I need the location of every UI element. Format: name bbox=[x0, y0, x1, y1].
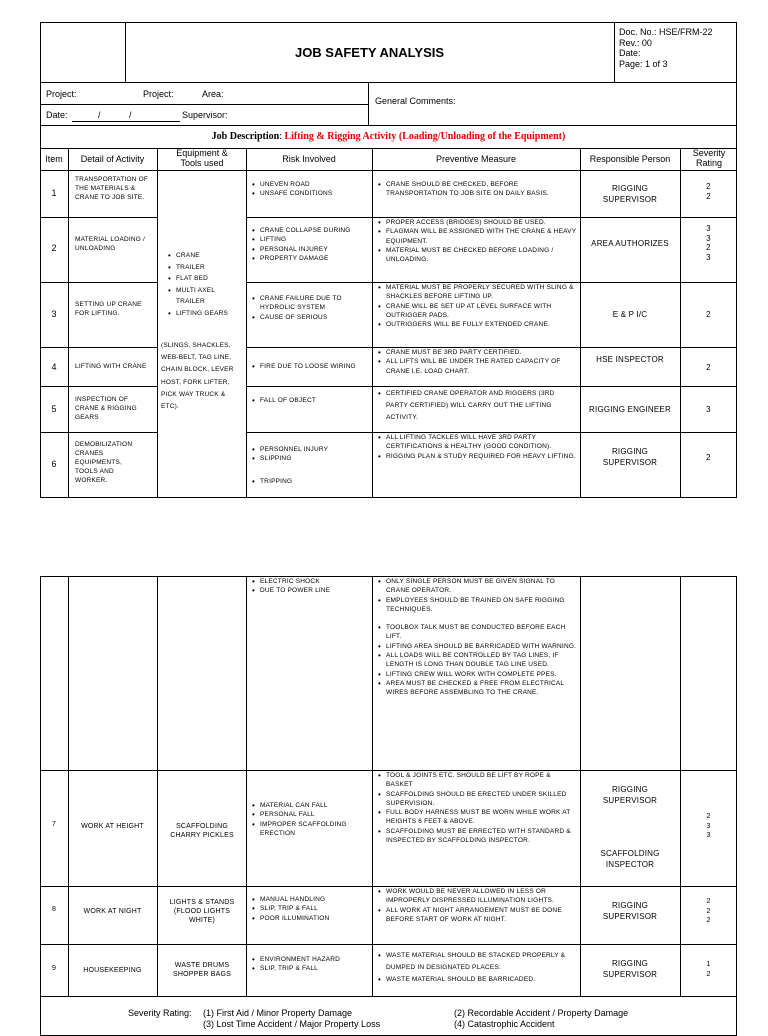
measure-item: • WASTE MATERIAL SHOULD BE BARRICADED. bbox=[376, 974, 578, 986]
row-detail: SETTING UP CRANE FOR LIFTING. bbox=[75, 301, 142, 317]
col-line-1 bbox=[68, 148, 69, 498]
row-severity: 2 2 2 bbox=[706, 898, 711, 924]
risk-item: • ELECTRIC SHOCK bbox=[250, 577, 370, 586]
p2-row-line-3 bbox=[40, 944, 737, 945]
row4-line-a bbox=[40, 386, 157, 387]
row-severity: 3 bbox=[706, 405, 711, 414]
row-item: 3 bbox=[51, 309, 57, 319]
row5-line-a bbox=[40, 432, 157, 433]
risk-item: • DUE TO POWER LINE bbox=[250, 586, 370, 595]
risk-item: • IMPROPER SCAFFOLDING ERECTION bbox=[250, 820, 370, 839]
row-risks bbox=[250, 801, 370, 838]
row-detail: TRANSPORTATION OF THE MATERIALS & CRANE TO JOB SITE. bbox=[75, 176, 149, 201]
page-title: JOB SAFETY ANALYSIS bbox=[294, 45, 445, 60]
risk-item: • MATERIAL CAN FALL bbox=[250, 801, 370, 810]
measure-item: • SCAFFOLDING SHOULD BE ERECTED UNDER SKILLED SUPERVISION. bbox=[376, 790, 578, 809]
row-equipment: WASTE DRUMS SHOPPER BAGS bbox=[172, 962, 232, 978]
risk-item: • MANUAL HANDLING bbox=[250, 895, 370, 904]
docinfo-divider bbox=[614, 22, 615, 82]
risk-item: • PROPERTY DAMAGE bbox=[250, 254, 370, 263]
risk-item: • PERSONAL INJUREY bbox=[250, 245, 370, 254]
p2-col-line-3 bbox=[246, 576, 247, 996]
row-measures bbox=[376, 180, 578, 199]
row-measures bbox=[376, 433, 578, 461]
row-responsible: RIGGING SUPERVISOR bbox=[602, 901, 658, 921]
header-severity: Severity Rating bbox=[692, 148, 726, 168]
row2-line-a bbox=[40, 282, 157, 283]
p2-col-line-5 bbox=[580, 576, 581, 996]
p2-col-line-6 bbox=[680, 576, 681, 996]
row-detail: INSPECTION OF CRANE & RIGGING GEARS bbox=[75, 396, 137, 421]
general-comments-label: General Comments: bbox=[375, 96, 456, 106]
row-responsible: HSE INSPECTOR bbox=[596, 355, 664, 364]
risk-item: • ENVIRONMENT HAZARD bbox=[250, 955, 370, 964]
row-risks bbox=[250, 955, 370, 974]
area-label: Area: bbox=[202, 89, 224, 99]
row3-line-a bbox=[40, 347, 157, 348]
row-responsible: RIGGING SUPERVISOR bbox=[602, 184, 658, 204]
header-equipment: Equipment & Tools used bbox=[176, 148, 228, 168]
row-responsible: RIGGING SUPERVISOR bbox=[602, 959, 658, 979]
risk-item: • FALL OF OBJECT bbox=[250, 396, 370, 405]
doc-info bbox=[619, 27, 713, 69]
severity-legend-label: Severity Rating: bbox=[128, 1008, 192, 1018]
risk-item: • POOR ILLUMINATION bbox=[250, 914, 370, 923]
measure-item: • ALL LIFTS WILL BE UNDER THE RATED CAPACITY OF CRANE I.E. LOAD CHART. bbox=[376, 357, 578, 376]
measure-item: • CRANE WILL BE SET UP AT LEVEL SURFACE WITH OUTRIGGER PADS. bbox=[376, 302, 578, 321]
severity-legend-1: (1) First Aid / Minor Property Damage bbox=[203, 1008, 353, 1018]
risk-item: • SLIP, TRIP & FALL bbox=[250, 904, 370, 913]
row-risks bbox=[250, 180, 370, 199]
job-description-colon: : bbox=[279, 131, 285, 142]
row-item: 4 bbox=[51, 362, 57, 372]
risk-item: • UNSAFE CONDITIONS bbox=[250, 189, 370, 198]
measure-item: • TOOLBOX TALK MUST BE CONDUCTED BEFORE EACH LIFT. bbox=[376, 623, 578, 642]
risk-item: • FIRE DUE TO LOOSE WIRING bbox=[250, 362, 370, 371]
measure-item: • EMPLOYEES SHOULD BE TRAINED ON SAFE RIGGING TECHNIQUES. bbox=[376, 596, 578, 615]
date-label: Date: bbox=[46, 110, 68, 120]
severity-legend-4: (4) Catastrophic Accident bbox=[454, 1019, 555, 1029]
row-equipment: SCAFFOLDING CHARRY PICKLES bbox=[170, 823, 234, 839]
row-detail: MATERIAL LOADING / UNLOADING bbox=[75, 236, 146, 252]
measure-item: • MATERIAL MUST BE PROPERLY SECURED WITH SLING & SHACKLES BEFORE LIFTING UP. bbox=[376, 283, 578, 302]
header-detail: Detail of Activity bbox=[80, 154, 145, 164]
measure-item: • FLAGMAN WILL BE ASSIGNED WITH THE CRANE & HEAVY EQUIPMENT. bbox=[376, 227, 578, 246]
col-line-5 bbox=[580, 148, 581, 498]
measure-item: • WORK WOULD BE NEVER ALLOWED IN LESS OR IMPROPERLY DISPRESSED ILLUMINATION LIGHTS. bbox=[376, 887, 578, 906]
severity-legend-2: (2) Recordable Accident / Property Damage bbox=[454, 1008, 629, 1018]
risk-item: • SLIP, TRIP & FALL bbox=[250, 964, 370, 973]
row1-line-a bbox=[40, 217, 157, 218]
row-equipment: LIGHTS & STANDS (FLOOD LIGHTS WHITE) bbox=[169, 899, 235, 924]
measure-item: • ALL WORK AT NIGHT ARRANGEMENT MUST BE DONE BEFORE START OF WORK AT NIGHT. bbox=[376, 906, 578, 925]
row-measures bbox=[376, 950, 578, 986]
row-detail: LIFTING WITH CRANE bbox=[75, 363, 147, 370]
row-item: 1 bbox=[51, 188, 57, 198]
header-preventive: Preventive Measure bbox=[435, 154, 517, 164]
row-item: 9 bbox=[51, 965, 57, 972]
row-risks bbox=[250, 445, 370, 486]
header-item: Item bbox=[45, 154, 63, 164]
project-label: Project: bbox=[46, 89, 77, 99]
col-line-4 bbox=[372, 148, 373, 498]
row-responsible-2: SCAFFOLDING INSPECTOR bbox=[600, 849, 660, 869]
measure-item: • OUTRIGGERS WILL BE FULLY EXTENDED CRANE. bbox=[376, 320, 578, 329]
severity-legend-3: (3) Lost Time Accident / Major Property Loss bbox=[203, 1019, 381, 1029]
row-responsible: AREA AUTHORIZES bbox=[591, 239, 669, 248]
row-measures bbox=[376, 388, 578, 424]
risk-item: • PERSONNEL INJURY bbox=[250, 445, 370, 454]
row-item: 7 bbox=[51, 821, 57, 828]
risk-item: • CRANE COLLAPSE DURING bbox=[250, 226, 370, 235]
equipment-item: • TRAILER bbox=[166, 262, 244, 274]
measure-item: • FULL BODY HARNESS MUST BE WORN WHILE WORK AT HEIGHTS 6 FEET & ABOVE. bbox=[376, 808, 578, 827]
row-severity: 2 2 bbox=[706, 182, 711, 201]
header-risk: Risk Involved bbox=[282, 154, 336, 164]
row-severity: 2 3 3 bbox=[706, 813, 711, 839]
measure-item: • ONLY SINGLE PERSON MUST BE GIVEN SIGNAL TO CRANE OPERATOR. bbox=[376, 577, 578, 596]
date-row-line bbox=[40, 125, 737, 126]
measure-item: • PROPER ACCESS (BRIDGES) SHOULD BE USED. bbox=[376, 218, 578, 227]
p2-col-line-1 bbox=[68, 576, 69, 996]
continuation-risks bbox=[250, 577, 370, 596]
comments-divider bbox=[368, 82, 369, 125]
doc-revision: Rev.: 00 bbox=[619, 37, 652, 48]
equipment-item: • FLAT BED bbox=[166, 273, 244, 285]
job-description bbox=[40, 131, 737, 142]
equipment-item: • MULTI AXEL TRAILER bbox=[166, 285, 244, 308]
doc-date: Date: bbox=[619, 48, 641, 58]
row-severity: 2 bbox=[706, 363, 711, 372]
measure-item: • TOOL & JOINTS ETC. SHOULD BE LIFT BY ROPE & BASKET bbox=[376, 771, 578, 790]
equipment-item: • LIFTING GEARS bbox=[166, 308, 244, 320]
measure-item: • CRANE MUST BE 3RD PARTY CERTIFIED. bbox=[376, 348, 578, 357]
row-item: 5 bbox=[51, 404, 57, 414]
p2-col-line-2 bbox=[157, 576, 158, 996]
measure-item: • WASTE MATERIAL SHOULD BE STACKED PROPERLY & DUMPED IN DESIGNATED PLACES. bbox=[376, 950, 578, 974]
continuation-measures bbox=[376, 577, 578, 698]
row4-line-b bbox=[246, 386, 737, 387]
row-responsible: RIGGING SUPERVISOR bbox=[602, 785, 658, 805]
row-responsible: E & P I/C bbox=[612, 310, 648, 319]
supervisor-label: Supervisor: bbox=[182, 110, 228, 120]
risk-item: • TRIPPING bbox=[250, 477, 370, 486]
header-row-line bbox=[40, 170, 737, 171]
row-responsible: RIGGING SUPERVISOR bbox=[602, 447, 658, 467]
row-item: 8 bbox=[51, 906, 57, 913]
measure-item: • AREA MUST BE CHECKED & FREE FROM ELECTRICAL WIRES BEFORE ASSEMBLING TO THE CRANE. bbox=[376, 679, 578, 698]
row-item: 6 bbox=[51, 459, 57, 469]
measure-item: • MATERIAL MUST BE CHECKED BEFORE LOADING / UNLOADING. bbox=[376, 246, 578, 265]
job-description-label: Job Description bbox=[211, 131, 280, 142]
row-risks bbox=[250, 226, 370, 263]
row-risks bbox=[250, 895, 370, 923]
row-severity: 3 3 2 3 bbox=[706, 224, 711, 262]
col-line-2 bbox=[157, 148, 158, 498]
risk-item: • SLIPPING bbox=[250, 454, 370, 463]
measure-item: • ALL LOADS WILL BE CONTROLLED BY TAG LINES, IF LENGTH IS LONG THAN DOUBLE TAG LINE USED. bbox=[376, 651, 578, 670]
equipment-list bbox=[166, 250, 244, 319]
p2-col-line-4 bbox=[372, 576, 373, 996]
project-label-2: Project: bbox=[143, 89, 174, 99]
measure-item: • RIGGING PLAN & STUDY REQUIRED FOR HEAVY LIFTING. bbox=[376, 452, 578, 461]
row-detail: DEMOBILIZATION CRANES EQUIPMENTS, TOOLS AND WORKER. bbox=[75, 441, 133, 484]
measure-item: • ALL LIFTING TACKLES WILL HAVE 3RD PARTY CERTIFICATIONS & HEALTHY (GOOD CONDITION). bbox=[376, 433, 578, 452]
col-line-3 bbox=[246, 148, 247, 498]
row-risks bbox=[250, 362, 370, 371]
row-measures bbox=[376, 218, 578, 264]
header-responsible: Responsible Person bbox=[589, 154, 671, 164]
risk-item: • PERSONAL FALL bbox=[250, 810, 370, 819]
doc-page: Page: 1 of 3 bbox=[619, 58, 668, 69]
risk-item: • LIFTING bbox=[250, 235, 370, 244]
row-detail: WORK AT HEIGHT bbox=[81, 823, 144, 830]
equipment-note: (SLINGS, SHACKLES, WEB-BELT, TAG LINE, CHAIN BLOCK, LEVER HOST, FORK LIFTER, PICK WAY TRUCK & ETC). bbox=[161, 342, 234, 411]
row-severity: 1 2 bbox=[706, 961, 711, 978]
header-bottom-line bbox=[40, 82, 737, 83]
risk-item: • CRANE FAILURE DUE TO HYDROLIC SYSTEM bbox=[250, 294, 370, 313]
doc-number: Doc. No.: HSE/FRM-22 bbox=[619, 27, 713, 37]
jobdesc-bottom-line bbox=[40, 148, 737, 149]
row-risks bbox=[250, 294, 370, 322]
row-severity: 2 bbox=[706, 310, 711, 319]
row-measures bbox=[376, 771, 578, 845]
row-measures bbox=[376, 887, 578, 924]
date-slashes: / / bbox=[98, 110, 132, 120]
risk-item: • UNEVEN ROAD bbox=[250, 180, 370, 189]
job-description-value: Lifting & Rigging Activity (Loading/Unloading of the Equipment) bbox=[284, 131, 566, 142]
equipment-item: • CRANE bbox=[166, 250, 244, 262]
measure-item: • LIFTING AREA SHOULD BE BARRICADED WITH WARNING. bbox=[376, 642, 578, 651]
row-risks bbox=[250, 396, 370, 405]
date-underline bbox=[72, 121, 180, 122]
row-detail: HOUSEKEEPING bbox=[83, 967, 142, 974]
project-row-line bbox=[40, 104, 368, 105]
measure-item: • CERTIFIED CRANE OPERATOR AND RIGGERS (3RD PARTY CERTIFIED) WILL CARRY OUT THE LIFTING ACTIVITY. bbox=[376, 388, 578, 424]
row-item: 2 bbox=[51, 243, 57, 253]
risk-item: • CAUSE OF SERIOUS bbox=[250, 313, 370, 322]
p2-row-line-4 bbox=[40, 996, 737, 997]
row-severity: 2 bbox=[706, 453, 711, 462]
row-detail: WORK AT NIGHT bbox=[83, 908, 142, 915]
measure-item: • CRANE SHOULD BE CHECKED, BEFORE TRANSPORTATION TO JOB SITE ON DAILY BASIS. bbox=[376, 180, 578, 199]
measure-item: • LIFTING CREW WILL WORK WITH COMPLETE PPES. bbox=[376, 670, 578, 679]
row-measures bbox=[376, 348, 578, 376]
row-measures bbox=[376, 283, 578, 329]
measure-item: • SCAFFOLDING MUST BE ERRECTED WITH STANDARD & INSPECTED BY SCAFFOLDING INSPECTOR. bbox=[376, 827, 578, 846]
row-responsible: RIGGING ENGINEER bbox=[589, 405, 671, 414]
